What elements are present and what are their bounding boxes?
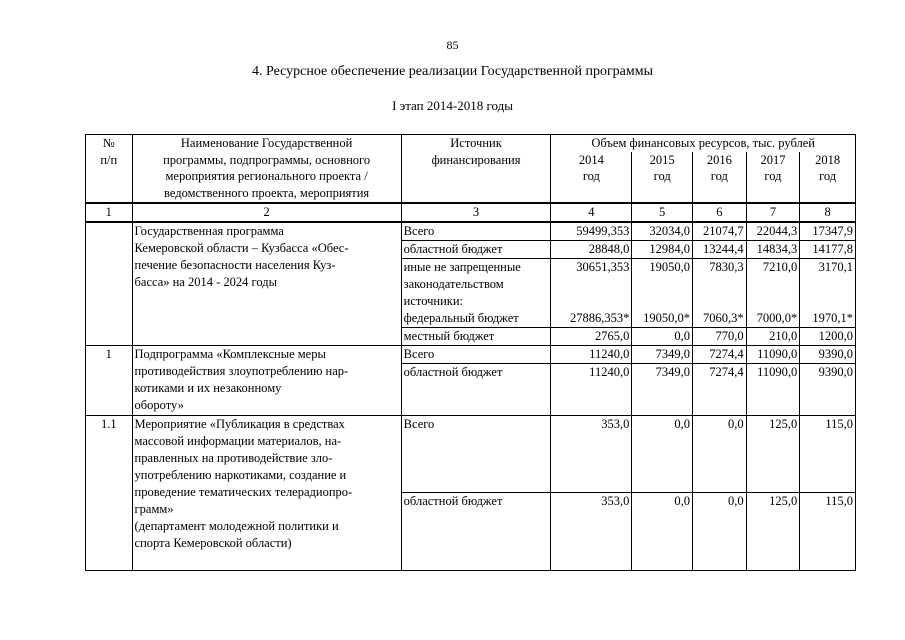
value-2014: 11240,0 [551,345,632,363]
value-2015: 0,0 [632,327,693,345]
table-row [86,415,856,493]
value-2016: 7830,3 [693,258,747,310]
value-2018: 115,0 [800,493,856,571]
value-2018: 9390,0 [800,345,856,363]
financing-source: Всего [401,345,551,363]
value-2018: 1970,1* [800,310,856,328]
financing-source: областной бюджет [401,363,551,415]
row-num: 1 [86,345,133,415]
row-name: Мероприятие «Публикация в средствах массовой информации материалов, на- правленных на противодействие зло- употреблению наркотиками, создание и проведение тематических телерадиопро- грамм» (департамент молодежной политики и спорта Кемеровской области) [132,415,401,570]
value-2017: 125,0 [746,493,800,571]
financing-source: областной бюджет [401,493,551,571]
table-row [86,222,856,241]
value-2014: 353,0 [551,493,632,571]
header-year-2018: 2018 год [800,152,856,203]
value-2015: 32034,0 [632,222,693,241]
row-num: 1.1 [86,415,133,570]
value-2017: 210,0 [746,327,800,345]
page-number: 85 [446,38,459,52]
header-year-2016: 2016 год [693,152,747,203]
table-body [86,135,856,571]
row-name: Подпрограмма «Комплексные меры противодействия злоупотреблению нар- котиками и их незаконному обороту» [132,345,401,415]
financing-source: федеральный бюджет [401,310,551,328]
document-title: 4. Ресурсное обеспечение реализации Государственной программы [251,64,654,79]
value-2015: 12984,0 [632,240,693,258]
value-2016: 770,0 [693,327,747,345]
value-2016: 13244,4 [693,240,747,258]
value-2015: 7349,0 [632,345,693,363]
value-2018: 9390,0 [800,363,856,415]
value-2014: 30651,353 [551,258,632,310]
value-2018: 115,0 [800,415,856,493]
value-2015: 7349,0 [632,363,693,415]
value-2014: 353,0 [551,415,632,493]
column-index-row: 1 2 3 4 5 6 7 8 [86,203,856,222]
table-row [86,345,856,363]
value-2017: 11090,0 [746,363,800,415]
header-num: № п/п [86,135,133,203]
header-row [86,135,856,152]
financing-source: Всего [401,415,551,493]
financing-source: местный бюджет [401,327,551,345]
value-2018: 3170,1 [800,258,856,310]
value-2017: 11090,0 [746,345,800,363]
value-2016: 7274,4 [693,345,747,363]
value-2014: 11240,0 [551,363,632,415]
value-2016: 7274,4 [693,363,747,415]
value-2014: 2765,0 [551,327,632,345]
value-2015: 0,0 [632,493,693,571]
header-volume: Объем финансовых ресурсов, тыс. рублей [551,135,856,152]
value-2018: 1200,0 [800,327,856,345]
header-year-2015: 2015 год [632,152,693,203]
value-2014: 28848,0 [551,240,632,258]
header-name: Наименование Государственной программы, подпрограммы, основного мероприятия регионального проекта / ведомственного проекта, мероприятия [132,135,401,203]
resource-table [85,134,856,571]
value-2017: 7000,0* [746,310,800,328]
row-num [86,222,133,346]
value-2014: 59499,353 [551,222,632,241]
header-source: Источник финансирования [401,135,551,203]
header-year-2017: 2017 год [746,152,800,203]
row-name: Государственная программа Кемеровской области – Кузбасса «Обес- печение безопасности населения Куз- басса» на 2014 - 2024 годы [132,222,401,346]
financing-source: иные не запрещенные законодательством источники: [401,258,551,310]
value-2017: 22044,3 [746,222,800,241]
value-2016: 0,0 [693,493,747,571]
financing-source: Всего [401,222,551,241]
document-subtitle: I этап 2014-2018 годы [392,98,513,113]
value-2015: 0,0 [632,415,693,493]
header-year-2014: 2014 год [551,152,632,203]
value-2018: 14177,8 [800,240,856,258]
value-2016: 0,0 [693,415,747,493]
value-2016: 7060,3* [693,310,747,328]
value-2016: 21074,7 [693,222,747,241]
value-2017: 14834,3 [746,240,800,258]
value-2015: 19050,0 [632,258,693,310]
value-2017: 7210,0 [746,258,800,310]
value-2017: 125,0 [746,415,800,493]
value-2014: 27886,353* [551,310,632,328]
value-2015: 19050,0* [632,310,693,328]
value-2018: 17347,9 [800,222,856,241]
financing-source: областной бюджет [401,240,551,258]
